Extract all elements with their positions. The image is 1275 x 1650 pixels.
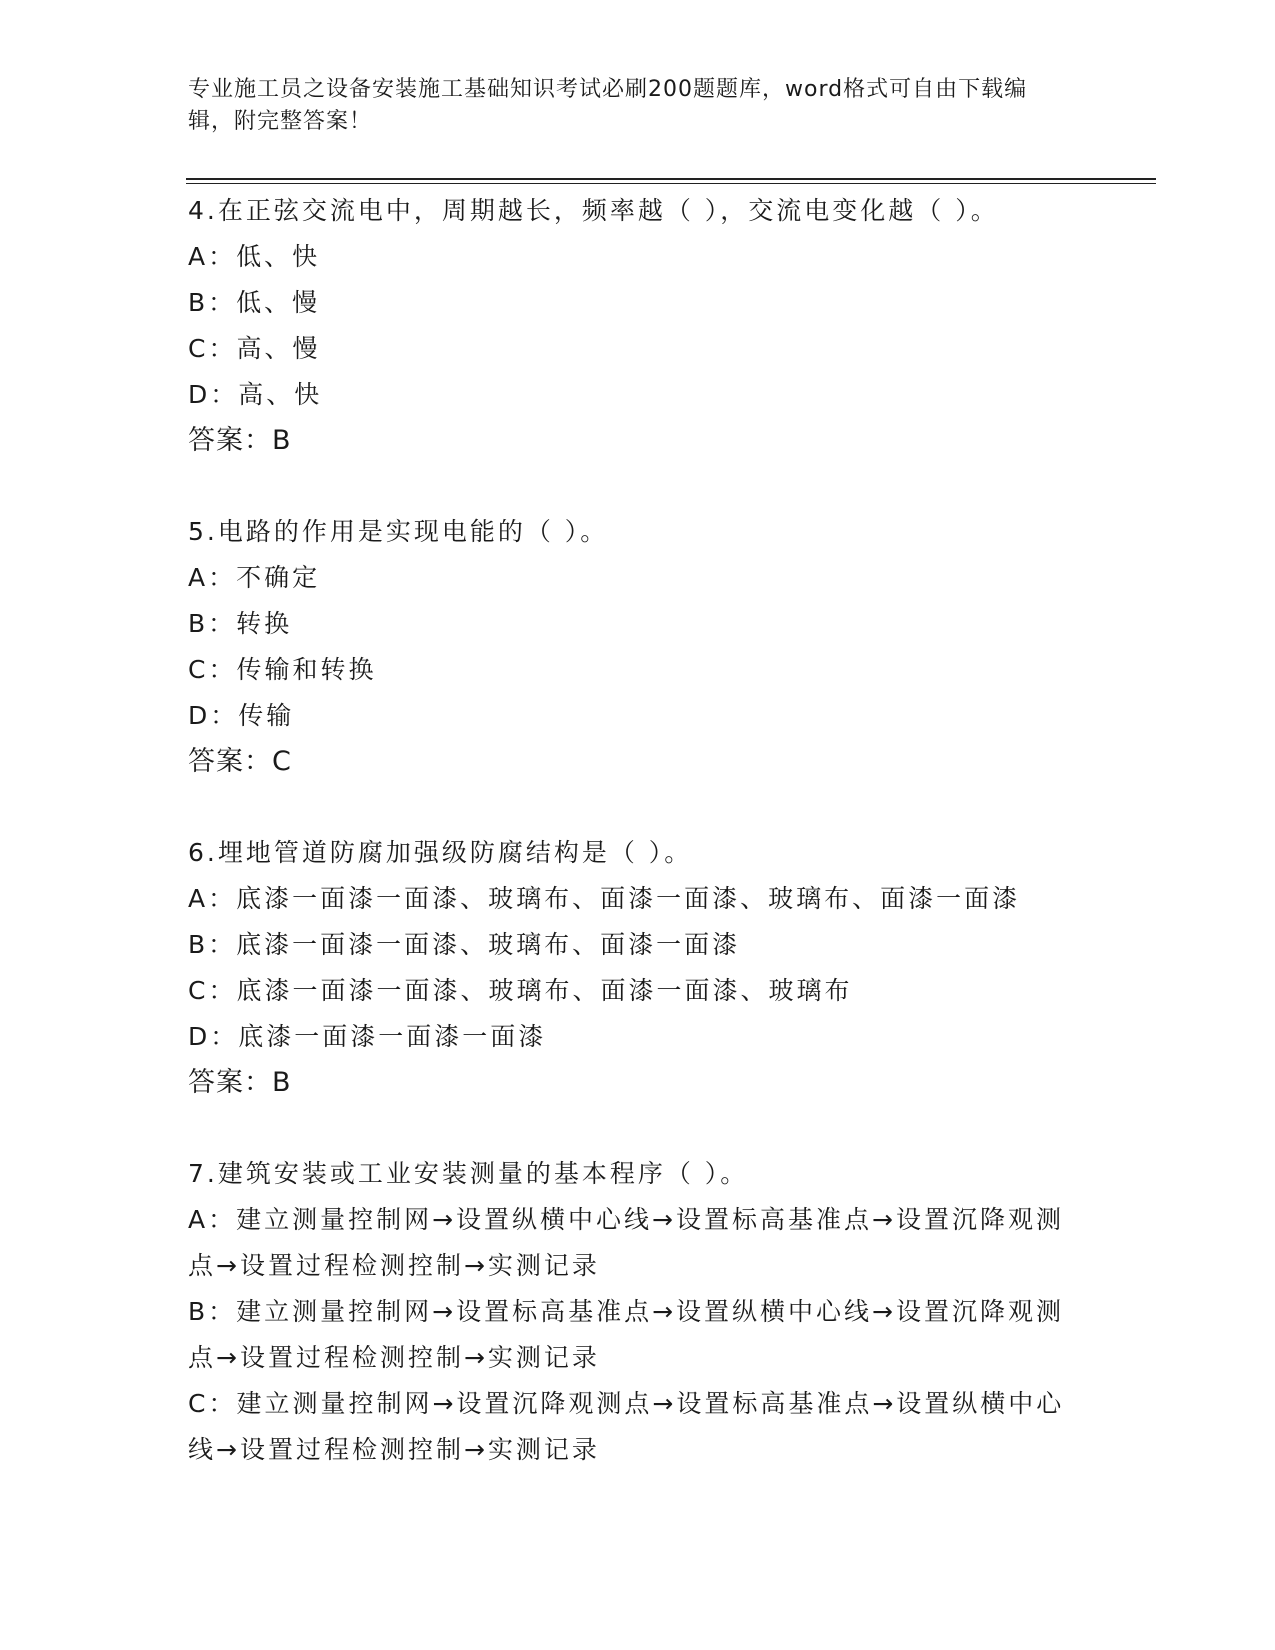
question-stem: 7.建筑安装或工业安装测量的基本程序（ ）。: [188, 1159, 749, 1188]
option-d: D：高、快: [188, 380, 323, 409]
header-divider-thick: [186, 178, 1156, 180]
option-c: C：底漆一面漆一面漆、玻璃布、面漆一面漆、玻璃布: [188, 976, 853, 1005]
answer-line: 答案：B: [188, 1067, 292, 1098]
option-c: C：建立测量控制网→设置沉降观测点→设置标高基准点→设置纵横中心线→设置过程检测控制→实测记录: [188, 1389, 1065, 1464]
question-6: [188, 830, 1088, 1106]
option-b: B：低、慢: [188, 288, 321, 317]
question-stem: 6.埋地管道防腐加强级防腐结构是（ ）。: [188, 838, 693, 867]
option-d: D：底漆一面漆一面漆一面漆: [188, 1022, 547, 1051]
question-7: [188, 1151, 1088, 1473]
option-a: A：底漆一面漆一面漆、玻璃布、面漆一面漆、玻璃布、面漆一面漆: [188, 884, 1021, 913]
question-stem: 5.电路的作用是实现电能的（ ）。: [188, 517, 609, 546]
option-b: B：转换: [188, 609, 293, 638]
option-a: A：建立测量控制网→设置纵横中心线→设置标高基准点→设置沉降观测点→设置过程检测控制→实测记录: [188, 1205, 1064, 1280]
question-5: [188, 509, 1088, 785]
answer-line: 答案：B: [188, 425, 292, 456]
document-header: 专业施工员之设备安装施工基础知识考试必刷200题题库，word格式可自由下载编辑，附完整答案！: [188, 77, 1028, 134]
option-a: A：不确定: [188, 563, 321, 592]
option-b: B：建立测量控制网→设置标高基准点→设置纵横中心线→设置沉降观测点→设置过程检测控制→实测记录: [188, 1297, 1064, 1372]
option-b: B：底漆一面漆一面漆、玻璃布、面漆一面漆: [188, 930, 741, 959]
option-c: C：传输和转换: [188, 655, 377, 684]
question-4: [188, 188, 1088, 464]
option-a: A：低、快: [188, 242, 321, 271]
question-stem: 4.在正弦交流电中，周期越长，频率越（ ），交流电变化越（ ）。: [188, 196, 999, 225]
header-divider-thin: [186, 183, 1156, 184]
question-list: [188, 188, 1088, 1518]
answer-line: 答案：C: [188, 746, 292, 777]
option-d: D：传输: [188, 701, 295, 730]
option-c: C：高、慢: [188, 334, 321, 363]
